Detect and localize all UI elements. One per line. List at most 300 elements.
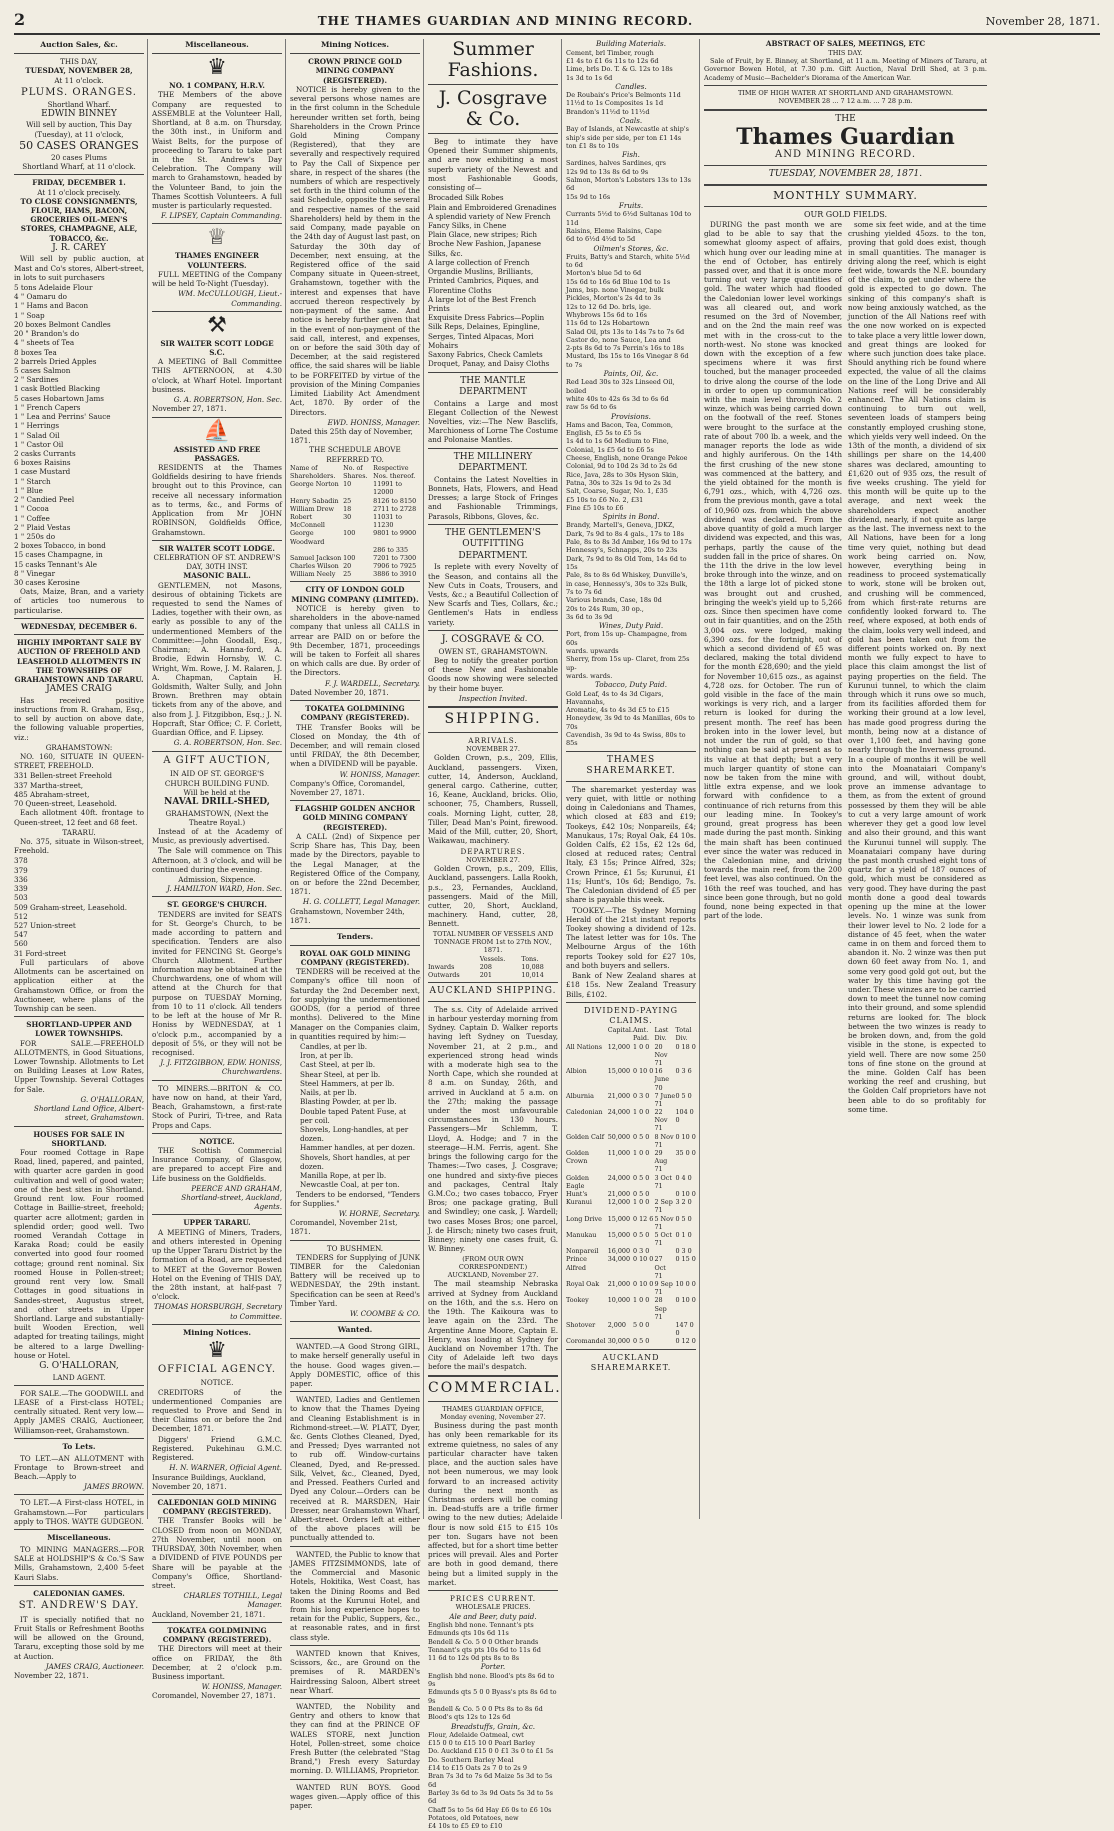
ad-text: FOR SALE.—FREEHOLD ALLOTMENTS, in Good Situations, Lower Township. Allotments to Let on Building Leases at Low Rates, Upper Township. Several Cottages for Sale. [14,1038,144,1094]
list-item: 1 " Salad Oil [14,430,60,440]
ad-title: THE MILLINERY DEPARTMENT. [453,451,533,474]
table-cell: 11031 to 11230 [373,512,402,530]
table-cell: 7201 to 7300 [373,553,417,562]
price-list [566,210,696,243]
ad-signature: G. A. ROBERTSON, Hon. Sec. [173,395,282,405]
ad-title: FRIDAY, DECEMBER 1. [32,178,126,188]
list-item: 70 Queen-street, Leasehold. [14,799,117,809]
table-cell: 10 [343,480,352,489]
table-cell: 0 5 0 [633,1230,650,1239]
ad-text: WANTED, Ladies and Gentlemen to know that the Thames Dyeing and Cleaning Establishment is in Richmond-street.—W. PLATT, Dyer, &c. Gents Clothes Cleaned, Dyed, and Pressed; Dyes warranted not to rub off. Window-curtains Cleaned, Dyed, and Re-pressed. Silk, Velvet, &c., Cleaned, Dyed, and Pressed. Feathers Curled and Dyed any Colour.—Orders can be received at R. MARSDEN, Hair Dresser, near Grahamstown Wharf, Albert-street. Orders left at either of the above places will be punctually attended to. [290,1395,420,1543]
ad-title: MASONIC BALL. [183,571,251,581]
masthead [14,10,1100,35]
table-cell: 0 10 0 [633,1067,654,1076]
section-heading: Miscellaneous. [185,40,249,50]
list-item: Nails, at per lb. [300,1088,357,1098]
table-cell: Shotover [566,1320,596,1329]
schedule-table [290,464,420,579]
price-row: Dark, 7s 9d to 8s 4 gals., 17s to 18s [566,529,685,538]
ad-date: Grahamstown, November 24th, 1871. [290,906,405,925]
price-row: De Roubaix's Price's Belmonts 11d [566,91,681,100]
price-row: Raisins, Eleme Raisins, Cape [566,226,662,235]
ad-text: TENDERS are invited for SEATS for St. George's Church, to be made according to pattern and specification. Tenders are also invited for FENCING St. George's Church Allotment. Further information may be obtained at the Churchwardens, one of whom will attend at the Church for that purpose on TUESDAY Morning, from 10 to 11 o'clock. All tenders to be left at the house of Mr R. Honiss by WEDNESDAY, at 1 o'clock p.m., accompanied by a deposit of 5%, or they will not be recognised. [152,909,282,1057]
ad-title: CITY OF LONDON GOLD MINING COMPANY (LIMITED). [291,585,419,604]
list-item: Exquisite Dress Fabrics—Poplin Silk Reps, Delaines, Epingline, Serges, Tinted Alpacas, Mori Mohairs [428,313,545,350]
list-item: Hammer handles, at per dozen. [300,1143,416,1153]
table-row [290,480,420,496]
list-item: 2 " Sardines [14,375,59,385]
ad-text: The Sale will commence on This Afternoon, at 3 o'clock, and will be continued during the evening. [152,846,282,874]
table-row [566,1215,696,1231]
section-heading: COMMERCIAL. [428,1379,562,1396]
table-cell: 25 [343,570,352,579]
list-item: 509 Graham-street, Leasehold. [14,902,127,912]
sub-heading: THIS DAY. [828,48,863,57]
ad-title: NAVAL DRILL-SHED, [164,796,270,807]
list-item: 1 " French Capers [14,402,81,412]
news-text: NOVEMBER 28 ... 7 12 a.m. ... 7 28 p.m. [778,97,913,106]
price-row: Blood's qts 12s to 12s 6d [428,1713,511,1722]
table-cell: Golden Eagle [566,1173,589,1190]
price-row: Castor do, none Sauce, Lea and [566,335,671,344]
ad-title: CELEBRATION OF ST. ANDREW'S DAY, 30TH INST. [153,552,281,572]
ad-text: THIS DAY, [60,57,98,67]
crest-icon: ♛ [207,1337,227,1363]
ad-title: J. COSGRAVE & CO. [441,633,545,645]
ad-title: CROWN PRINCE GOLD MINING COMPANY (REGISTERED). [308,57,402,85]
ad-date: November 27, 1871. [152,404,227,414]
section-heading: Auction Sales, &c. [40,40,118,50]
ad-title: SIR WALTER SCOTT LODGE. [159,543,275,553]
price-list [566,159,696,201]
table-row [290,570,420,578]
table-cell: Manukau [566,1230,597,1239]
price-row: Hennessy's, Schnapps, 20s to 23s [566,546,678,555]
ad-text: TO MINING MANAGERS.—FOR SALE at HOLDSHIP'S & Co.'S Saw Mills, Grahamstown, 2,400 5-feet Kauri Slabs. [14,1544,144,1582]
news-text: Sale of Fruit, by E. Binney, at Shortland, at 11 a.m. Meeting of Miners of Tararu, at Governor Bowen Hotel, at 7.30 p.m. Gift Auction, Naval Drill Shed, at 3 p.m. Academy of Music—Bachelder's Diorama of the American War. [704,57,987,82]
price-row: Edmunds qts 5 0 0 Byass's pts 8s 6d to 9s [428,1688,557,1705]
price-row: Jams, bsp. none Vinegar, bulk [566,285,664,294]
list-item: A large collection of French Organdie Muslins, Brilliants, Printed Cambrics, Piques, and Florentine Cloths [428,257,539,295]
sub-heading: Coals. [619,116,643,126]
table-cell: Golden Crown [566,1149,589,1166]
table-cell: Name of Shareholders. [290,463,336,480]
table-cell: 12,000 [607,1042,631,1051]
price-row: Flour, Adelaide Oatmeal, cwt [428,1730,524,1739]
table-cell: 286 to 335 [373,545,409,554]
table-cell: 11991 to 12000 [373,480,402,497]
sub-heading: NOVEMBER 27. [466,855,520,864]
goods-list [428,193,558,368]
ad-text: WANTED, the Nobility and Gentry and others to know that they can find at the PRINCE OF WALES STORE, next Junction Hotel, Pollen-street, some choice Fresh Butter (the celebrated "Stag Brand,") Fresh every Saturday morning. D. WILLIAMS, Proprietor. [290,1701,420,1776]
crown-icon: ♕ [207,225,227,251]
ad-title: ASSISTED AND FREE PASSAGES. [173,444,261,463]
price-row: 12s 9d to 13s 8s 6d to 9s [566,167,649,176]
section-heading: Mining Notices. [183,1327,251,1337]
list-item: Cast Steel, at per lb. [300,1060,376,1070]
ad-text: FOR SALE.—The GOODWILL and LEASE of a First-class HOTEL; centrally situated. Rent very low.—Apply JAMES CRAIG, Auctioneer, Williamson-reet, Grahamstown. [14,1388,144,1435]
list-item: 337 Martha-street, [14,780,84,790]
list-item: 378 [14,856,28,866]
table-row [290,562,420,570]
sub-heading: Tobacco, Duty Paid. [594,680,667,690]
table-cell: 9 Sep 71 [654,1280,673,1297]
table-cell: 0 5 0 [633,1173,650,1182]
sub-heading: TOTAL NUMBER OF VESSELS AND TONNAGE FROM 1st to 27th NOV., 1871. [432,929,554,955]
table-cell: 1 0 0 [633,1042,650,1051]
list-item: 15 cases Champagne, in [14,550,103,560]
ad-text: THE Transfer Books will be Closed on Monday, the 4th of December, and will remain closed until FRIDAY, the 8th December, when a DIVIDEND will be payable. [290,722,420,769]
sub-heading: TIME OF HIGH WATER AT SHORTLAND AND GRAHAMSTOWN. [737,88,954,97]
table-cell: 7906 to 7925 [373,562,417,571]
ad-text: TENDERS for Supplying of JUNK TIMBER for the Caledonian Battery will be received up to WEDNESDAY, the 29th instant. Specification can be seen at Reed's Timber Yard. [290,1252,420,1308]
price-row: £4 10s to £5 £9 to £10 [428,1822,503,1831]
price-row: Bendell & Co. 5 0 0 Other brands [428,1637,539,1646]
table-cell: Nonpareil [566,1247,599,1256]
price-list [566,253,696,369]
ad-date: Dated this 25th day of November, 1871. [290,426,413,446]
price-list [566,49,696,82]
price-row: 11 6d to 12s 0d pts 8s to 8s [428,1654,520,1663]
list-item: 560 [14,939,28,949]
table-cell: Alburnia [566,1091,594,1100]
list-item: 1 " Herrings [14,421,60,431]
ad-title: TOKATEA GOLDMINING COMPANY (REGISTERED). [300,704,410,723]
price-row: Pale, 8s to 8s 3d Amber, 16s 9d to 17s [566,538,692,547]
ad-signature: F. J. WARDELL, Secretary. [325,678,420,688]
ad-text: Contains a Large and most Elegant Collection of the Newest Novelties, viz:—The New Basclifs, Marchioness of Lorne The Costume and Polonaise Mantles. [428,398,558,445]
ad-title: TO BUSHMEN. [326,1243,384,1253]
table-row [290,497,420,505]
list-item: 379 [14,865,28,875]
list-item: Newcastle Coal, at per ton. [300,1180,400,1190]
ad-title: THAMES ENGINEER VOLUNTEERS. [175,251,259,270]
table-cell: 10,014 [521,970,544,979]
ad-title: JAMES CRAIG [46,684,112,695]
table-cell: Total Div. [675,1026,692,1043]
ad-title: FLAGSHIP GOLDEN ANCHOR GOLD MINING COMPANY (REGISTERED). [294,804,416,832]
ad-text: Will sell by public auction, at Mast and Co's stores, Albert-street, in lots to suit purchasers [14,254,144,282]
ad-title: SIR WALTER SCOTT LODGE S.C. [160,338,274,357]
list-item: Droquet, Panay, and Daisy Cloths [428,359,550,369]
list-item: 31 Ford-street [14,948,67,958]
sub-heading: DEPARTURES. [460,846,526,856]
sub-heading: Fruits. [618,201,644,211]
ad-text: TO LET.—A First-class HOTEL, in Grahamstown.—For particulars apply to THOS. WAYTE GUDGEON. [14,1498,144,1526]
table-cell: 15,000 [607,1214,631,1223]
ad-text: Is replete with every Novelty of the Season, and contains all the New Cuts in Coats, Trousers, and Vests, &c.; a Beautiful Collection of New Scarfs and Ties, Collars, &c.; Gentlemen's Hats in endless variety. [428,562,558,627]
ad-text: OWEN ST., GRAHAMSTOWN. [438,646,548,656]
table-cell: 21,000 [607,1280,631,1289]
list-item: 5 tons Adelaide Flour [14,283,93,293]
table-header [290,464,420,480]
table-cell: 0 5 0 [633,1132,650,1141]
sub-heading: Spirits in Bond. [602,512,660,522]
list-item: 30 cases Kerosine [14,578,80,588]
ad-signature: JAMES BROWN. [84,1482,144,1492]
ad-title: NOTICE. [199,1136,235,1146]
table-row [290,529,420,545]
table-cell: Prince Alfred [566,1255,587,1272]
section-heading: AUCKLAND SHIPPING. [429,986,557,997]
price-row: Salad Oil, pts 13s to 14s 7s to 7s 6d [566,327,685,336]
table-cell: 11,000 [607,1149,631,1158]
table-cell: 5 Oct 71 [654,1230,672,1248]
section-heading: ABSTRACT OF SALES, MEETINGS, ETC [765,39,926,49]
column-2 [152,39,286,1701]
sub-heading: AUCKLAND, November 27. [447,1271,539,1280]
price-row: Pale, 8s to 8s 6d Whiskey, Dunville's, [566,571,688,580]
news-text: Bank of New Zealand shares at £18 15s. New Zealand Treasury Bills, £102. [566,971,696,999]
table-row [566,1231,696,1247]
table-cell: 0 3 0 [633,1091,650,1100]
ad-title: J. Cosgrave & Co. [438,87,548,131]
price-row: 1s 4d to 1s 6d Medium to Fine, [566,437,669,446]
table-cell: 9801 to 9900 [373,529,417,538]
ad-date: Company's Office, Coromandel, November 27, 1871. [290,778,406,798]
price-row: Port, from 15s up- Champagne, from 60s [566,630,687,647]
ad-title: THE GENTLEMEN'S OUTFITTING DEPARTMENT. [445,527,541,561]
table-cell: 0 5 0 [633,1337,650,1346]
square-compass-icon: ⚒ [207,312,227,338]
list-item: A splendid variety of New French Fancy Silks, in Chene [428,211,551,230]
price-row: 15s 6d to 16s 6d Blue 10d to 1s [566,277,671,286]
table-cell: 21,000 [607,1091,631,1100]
table-cell: 30,000 [607,1337,631,1346]
list-item: 331 Bellen-street Freehold [14,771,112,781]
table-cell [343,546,373,554]
sub-heading: (FROM OUR OWN CORRESPONDENT.) [458,1254,528,1271]
list-item: 2 barrels Dried Apples [14,356,97,366]
table-cell: 0 3 0 [633,1247,650,1256]
table-cell: Vessels. [479,954,506,963]
table-cell: Hunt's [566,1189,588,1198]
table-cell: 16,000 [607,1247,631,1256]
ad-text: Has received positive instructions from R. Graham, Esq., to sell by auction on above date, the following valuable properties, viz.: [14,695,144,742]
ad-title: ROYAL OAK GOLD MINING COMPANY (REGISTERED). [299,948,411,968]
ad-text: NOTICE is hereby given to shareholders in the above-named company that unless all CALLS in arrear are PAID on or before the 9th December, 1871, proceedings will be taken to Forfeit all shares on which calls are due. By order of the Directors. [290,603,420,678]
ad-date: Dated November 20, 1871. [290,687,389,697]
list-item: 15 casks Tennant's Ale [14,559,97,569]
list-item: 547 [14,930,28,940]
table-cell: George Woodward [290,529,325,546]
section-heading: To Lets. [62,1441,96,1451]
table-cell: Tons. [521,954,539,963]
table-cell: 8 Nov 71 [654,1132,674,1149]
table-row [290,505,420,513]
ad-title: THE SCHEDULE ABOVE REFERRED TO. [309,445,401,464]
section-heading: DIVIDEND-PAYING CLAIMS. [584,1005,678,1025]
table-cell: Golden Calf [566,1132,605,1141]
table-cell: Last Div. [654,1026,669,1043]
price-list [566,378,696,411]
table-cell: 25 [343,496,352,505]
table-cell: 0 12 0 [675,1337,696,1346]
price-list [428,1731,558,1831]
section-heading: Wanted. [337,1325,373,1335]
price-row: Bendell & Co. 5 0 0 Pts 8s to 8s 6d [428,1704,543,1713]
table-cell: 0 15 0 [675,1255,696,1264]
table-cell: 21,000 [607,1189,631,1198]
table-cell: 1 0 0 [633,1296,650,1305]
table-row [566,1067,696,1092]
ad-text: THE Members of the above Company are requested to ASSEMBLE at the Volunteer Hall, Shortland, at 8 a.m. on Thursday, the 30th inst., in Uniform and Waist Belts, for the purpose of proceeding to Tararu to take part in the St. Andrew's Day Celebration. The Company will march to Grahamstown, headed by the Volunteer Band, to join the Thames Scottish Volunteers. A full muster is particularly requested. [152,90,282,211]
ad-text: GRAHAMSTOWN: [45,742,113,752]
ad-title: PLUMS. ORANGES. [20,86,137,98]
ad-signature: W. HONISS, Manager. [339,769,420,779]
ad-title: ST. GEORGE'S CHURCH. [167,900,267,910]
list-item: 512 [14,911,28,921]
table-cell: 10 0 0 [675,1280,696,1289]
table-cell: 0 4 0 [675,1173,692,1182]
page-title: THE THAMES GUARDIAN AND MINING RECORD. [317,14,694,28]
ad-text: THE Scottish Commercial Insurance Company, of Glasgow, are prepared to accept Fire and Life business on the Goldfields. [152,1145,282,1183]
ad-signature: CHARLES TOTHILL, Legal Manager. [183,1591,282,1610]
sub-heading: ARRIVALS. [468,735,518,745]
ad-text: Full particulars of above Allotments can be ascertained on application either at the Grahamstown Office, or from the Auctioneer, where plans of the Township can be seen. [14,957,144,1013]
ad-signature: PEERCE AND GRAHAM, Shortland-street, Auckland, Agents. [181,1183,282,1212]
list-item: 1 case Mustard [14,467,71,477]
table-cell [654,1247,675,1255]
price-row: English bhd none. Tennant's pts [428,1620,534,1629]
table-cell: 50,000 [607,1132,631,1141]
price-row: Fine £5 10s to £6 [566,503,624,512]
sub-heading: Candles. [615,81,647,91]
price-row: Rice, Java, 28s to 30s Hyson Skin, [566,470,679,479]
table-cell: 24,000 [607,1173,631,1182]
ad-signature: J. J. FITZGIBBON, EDW. HONISS, Churchwardens. [160,1058,282,1077]
ad-text: FULL MEETING of the Company will be held To-Night (Tuesday). [152,269,282,289]
table-cell: 8126 to 8150 [373,496,417,505]
table-cell: 1 0 0 [633,1149,650,1158]
ad-text: NOTICE is hereby given to the several persons whose names are in the first column in the Schedule hereunder written set forth, being Shareholders in the Crown Prince Gold Mining Company (Registered), that they are severally and respectively required to Pay the Call of Sixpence per share, in respect of the shares (the numbers of which are respectively set forth in the third column of the said Schedule, opposite the several and respective names of the said Shareholders) held by them in the said Company, made payable on the 24th day of August last past, on Saturday the 30th day of December, next ensuing, at the Registered office of the said Company situate in Queen-street, Grahamstown, together with the interest and expenses that have accrued thereon respectively by non-payment of the same. And notice is hereby further given that in the event of non-payment of the said call, interest, and expenses, on or before the said 30th day of December, at the said registered office, the said shares will be liable to be FORFEITED by virtue of the provision of the Mining Companies Limited Liability Act Amendment Act, 1870. By order of the Directors. [290,84,420,417]
ad-signature: F. LIPSEY, Captain Commanding. [161,211,282,221]
list-item: Shovels, Long-handles, at per dozen. [300,1124,409,1144]
table-cell: 201 [479,970,492,979]
ad-text: Will be held at the [183,787,251,797]
list-item: 1 cask Bottled Blacking [14,384,101,394]
ad-title: THE MANTLE DEPARTMENT [459,375,527,398]
price-row: Cheese, English, none Orange Pekoe [566,454,688,463]
price-row: £15 0 0 to £15 10 0 Pearl Barley [428,1739,535,1748]
table-cell: 100 [343,529,356,538]
section-heading: AUCKLAND SHAREMARKET. [590,1352,672,1372]
price-list [428,1672,558,1722]
table-row [566,1092,696,1108]
table-cell: 1 0 0 [633,1108,650,1117]
ad-text: Admission, Sixpence. [178,875,256,885]
price-list [428,1621,558,1663]
article-text: DURING the past month we are glad to be able to say that the somewhat gloomy aspect of affairs, which hung over our leading mine at the end of October, has entirely passed over, and that it is once more turning out very large quantities of gold. The water which had flooded the Caledonian lower level workings was all cleared out, and work resumed on the 3rd of November, and on the 2nd the main reef was met with in the cross-cut to the north-west. No stone was knocked down with the exception of a few specimens where it was first touched, but the manager proceeded to drive along the course of the lode in order to open up communication with the main level through No. 2 winze, which was being carried down on the footwall of the reef. Stones were brought to the surface at the rate of about 700 lb. a week, and the manager reports the lode as wide and highly auriferous. On the 14th the first crushing of the new stone was commenced at the battery, and the yield obtained for the month is 6,791 ozs., which, with 4,726 ozs. from the previous month, gave a total of 10,960 ozs. from which the above dividend was declared. From the above quantity of gold a much larger dividend was expected, and this was, perhaps, partly the cause of the sudden fall in the price of shares. On the 11th the drive in the low level broke through into the winze, and on the 18th a large lot of picked stone was brought out and crushed, bringing the week's yield up to 5,266 ozs. Since then specimen have come out in fair quantities, and on the 25th 3,004 ozs. were lodged, making 6,390 ozs. for the fortnight, out of which a second dividend of £5 was declared, making the total dividend for the month £28,690; and the yield for November 10,615 ozs., as against 4,728 ozs. for October. The run of gold visible in the face of the main workings is very rich, and a larger return is looked for during the present month. The reef has been broken into in the lower level, but not under the run of gold, so that nothing can be said at present as to its value at that depth; but a very much larger quantity of stone can now be taken from the mine with little extra expense, and we look forward with confidence to a continuance of rich returns from this our leading mine. In Tookey's ground, great progress has been made during the past month. Sinking the main shaft has been continued ever since the water was reduced in the Caledonian mine, and driving towards the main reef, from the 200 feet level, was also continued. On the 16th the reef was touched, and has since been gone through, but no gold found, none being expected in that part of the lode. [704,219,842,921]
ad-title: G. O'HALLORAN, [39,1361,119,1372]
ad-text: WANTED, the Public to know that JAMES FITZSIMMONDS, late of the Commercial and Masonic Hotels, Hokitika, West Coast, has taken the Dining Rooms and Bed Rooms at the Kurunui Hotel, and from his long experience hopes to retain for the Public, Suppers, &c., at reasonable rates, and in first class style. [290,1549,420,1642]
price-row: Dark, 7s 9d to 8s Old Tom, 14s 6d to 15s [566,554,687,571]
ad-text: Beg to notify the greater portion of these New and Fashionable Goods now showing were selected by their home buyer. [428,655,558,693]
sub-heading: Paints, Oil, &c. [603,369,659,379]
news-text: The sharemarket yesterday was very quiet, with little or nothing doing in Caledonians and Thames, which closed at £83 and £19; Tookeys, £42 10s; Nonpareils, £4; Manukaus, 17s; Royal Oak, £4 10s. Golden Calfs, £2 15s, £2 12s 6d, closed at reduced rates; Central Italy, £3 15s; Prince Alfred, 32s; Crown Prince, £1 5s; Kurunui, £1 11s; Hunt's, 10s 6d; Bendigo, 7s. The Caledonian dividend of £5 per share is payable this week. [566,784,696,905]
ad-text: GENTLEMEN, not Masons, desirous of obtaining Tickets are requested to send the Names of Ladies, together with their own, as early as possible to any of the undermentioned Members of the Committee:—John Goodall, Esq., Chairman; A. Hanna-ford, A. Brodie, Edwin Hornsby, W. C. Wright, Wm. Rowe, J. M. Ralaren, J. A. Chapman, Captain H. Goldsmith, Walter Sully, and John Brown. Brethren may obtain tickets from any of the above, and also from J. J. Fitzgibbon, Esq.; J. N. Hopcraft, Star Office; C. F. Corlett, Guardian Office, and F. Lipsey. [152,580,282,738]
masthead-the: THE [835,113,856,124]
price-row: Sardines, halves Sardines, qrs [566,159,667,168]
ad-text: TO LET.—AN ALLOTMENT with Frontage to Brown-street and Beach.—Apply to [14,1453,144,1482]
ad-title: OFFICIAL AGENCY. [157,1363,277,1375]
table-cell: 15,000 [607,1067,631,1076]
price-row: Brandon's 11½d to 11½d [566,107,650,116]
price-list [566,690,696,748]
table-cell: 0 1 0 [675,1230,692,1239]
price-row: wards. upwards [566,647,619,656]
price-row: white 40s to 42s 6s 3d to 6s 6d [566,394,669,403]
ad-title: HIGHLY IMPORTANT SALE BY AUCTION OF FREEHOLD AND LEASEHOLD ALLOTMENTS IN THE TOWNSHIPS OF GRAHAMSTOWN AND TARARU. [14,638,144,684]
ad-text: TUESDAY, NOVEMBER 28, [25,66,133,76]
sub-heading: NOVEMBER 27. [466,745,520,754]
table-cell: 104 0 0 [675,1108,694,1125]
table-row [428,971,558,979]
news-text: The mail steamship Nebraska arrived at Sydney from Auckland on the 16th, and the s.s. Hero on the 19th. The Kaikoura was to leave again on the 23rd. The Argentine Anne Moore, Captain E. Henry, was loading at Sydney for Auckland on November 17th. The City of Adelaide left two days before the mail's despatch. [428,1279,558,1372]
table-cell: 24,000 [607,1108,631,1117]
lot-list [14,771,144,808]
price-row: Bay of Islands, at Newcastle at ship's [566,125,689,134]
table-row [566,1296,696,1321]
ad-text: WANTED.—A Good Strong GIRL, to make herself generally useful in the house. Good wages given.—Apply DOMESTIC, office of this paper. [290,1342,420,1388]
ad-title: FLOUR, HAMS, BACON, GROCERIES OIL-MEN'S STORES, CHAMPAGNE, ALE, TOBACCO, &c. [20,205,138,243]
dividend-table [566,1026,696,1345]
ad-signature: WM. McCULLOUGH, Lieut.-Commanding. [178,289,282,308]
price-row: £1 4s to £1 6s 11s to 12s 6d [566,57,659,65]
lot-list [14,283,144,587]
ad-text: WANTED RUN BOYS. Good wages given.—Apply office of this paper. [290,1782,420,1811]
list-item: 20 " Brandon's do [14,329,80,339]
table-cell: 100 [343,553,356,562]
ad-text: Oats, Maize, Bran, and a variety of articles too numerous to particularise. [14,587,144,615]
table-cell: 0 5 0 [633,1189,650,1198]
price-row: 12s to 12 6d Do. brls, ige. [566,302,652,311]
list-item: 485 Abraham-street, [14,789,90,799]
price-row: Aromatic, 4s to 4s 3d £5 to £15 [566,706,670,715]
price-row: Colonial, 9d to 10d 2s 3d to 2s 6d [566,462,678,471]
price-row: £5 10s to £6 No. 2, £31 [566,495,644,504]
price-row: Pickles, Morton's 2s 4d to 3s [566,294,661,303]
table-cell: 5 Nov 71 [654,1214,674,1231]
price-row: Do. Auckland £15 0 0 £1 3s 0 to £1 5s [428,1747,554,1756]
ad-signature: THOMAS HORSBURGH, Secretary to Committee. [153,1302,282,1321]
list-item: 2 " Candied Peel [14,495,75,505]
price-row: Gold Leaf, 4s to 4s 3d Cigars, Havannahs, [566,689,664,706]
table-row [566,1190,696,1198]
table-cell: 0 10 0 [675,1296,696,1305]
price-row: Salmon, Morton's Lobsters 13s to 13s 6d [566,176,691,193]
ad-signature: H. N. WARNER, Official Agent. [169,1463,282,1473]
price-row: Barley 3s 6d to 3s 9d Oats 5s 3d to 5s 6d [428,1788,553,1806]
news-text: The s.s. City of Adelaide arrived in harbour yesterday morning from Sydney. Captain D. Walker reports having left Sydney on Tuesday, November 21, at 2 p.m., and experienced strong head winds with a moderate high sea to the North Cape, which she rounded at 8 a.m. on Sunday, 26th, and arrived in Auckland at 5 a.m. on the 27th; making the passage under the most unfavourable circumstances in 130 hours. Passengers—Mr Schlemm, T. Lloyd, A. Hodge; and 7 in the steerage—H.M. Ferris, agent. She brings the following cargo for the Thames:—Two cases, J. Cosgrave; one hundred and sixty-five pieces and packages, Central Italy G.M.Co.; two cases tobacco, Fryer Bros; one package grating, Bull and Swindley; one cask, J. Wardell; two cases Moses Bros; one parcel, J. de Hirsch; ninety two cases fruit, Binney; ninety one cases fruit, G. W. Binney. [428,1004,558,1254]
column-4 [428,38,562,1831]
lot-list [14,856,144,957]
ad-signature: EWD. HONISS, Manager. [327,417,420,427]
price-row: Red Lead 30s to 32s Linseed Oil, boiled [566,378,675,395]
price-row: Chaff 5s to 5s 6d Hay £6 0s to £6 10s [428,1805,552,1814]
table-cell: 10,088 [521,962,544,971]
price-row: Hams and Bacon, Tea, Common, [566,420,673,429]
ad-date: Coromandel, November 27, 1871. [152,1691,276,1701]
page-date: November 28, 1871. [985,15,1100,28]
table-row [566,1149,696,1174]
ad-text: Beg to intimate they have Opened their Summer shipments, and are now exhibiting a most superb variety of the Newest and most Fashionable Goods, consisting of— [428,137,558,193]
price-row: Mustard, Ibs 15s to 16s Vinegar 8 6d to 7s [566,352,689,369]
table-cell [428,955,480,963]
ad-text: Tenders to be endorsed, "Tenders for Supplies." [290,1189,420,1208]
table-cell: 27 Oct 71 [654,1255,666,1280]
table-row [566,1174,696,1190]
